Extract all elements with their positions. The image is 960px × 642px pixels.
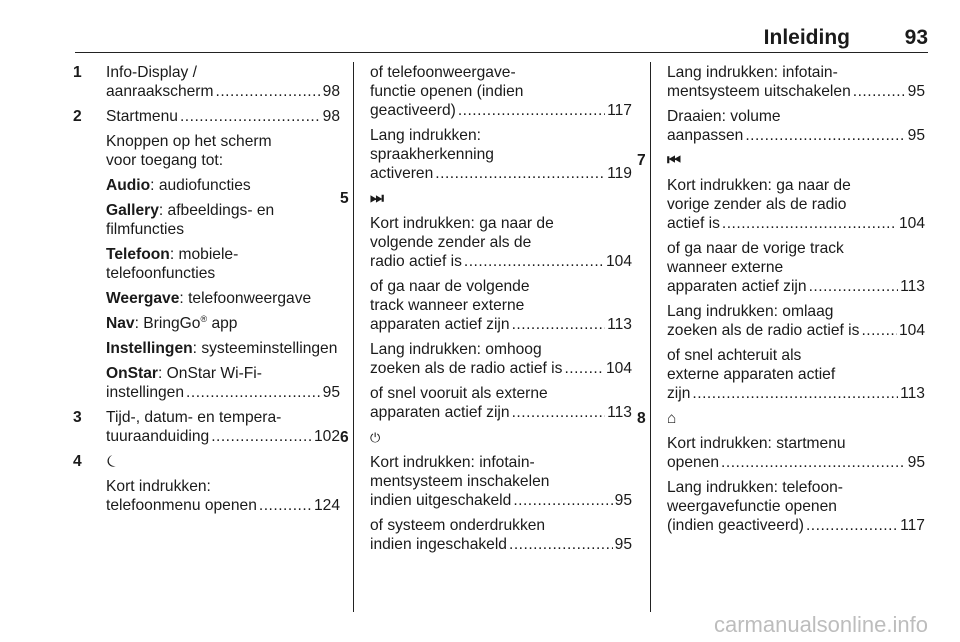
item-number: 3 bbox=[73, 409, 82, 426]
page-link[interactable]: 104 bbox=[898, 215, 925, 232]
item-number: 2 bbox=[73, 108, 82, 125]
page-link[interactable]: 124 bbox=[313, 497, 340, 514]
page-link[interactable]: 113 bbox=[607, 316, 632, 333]
item-text: Tijd-, datum- en tempera- bbox=[106, 409, 282, 426]
item-text: Kort indrukken: ga naar de bbox=[667, 177, 851, 194]
item-text: Kort indrukken: startmenu bbox=[667, 435, 846, 452]
toc-line: apparaten actief zijn ..... 113 bbox=[370, 315, 632, 334]
item-text: weergavefunctie openen bbox=[667, 498, 837, 515]
item-number: 1 bbox=[73, 64, 82, 81]
toc-line: actief is ..... 104 bbox=[667, 214, 925, 233]
paragraph: OnStar: OnStar Wi-Fi- bbox=[106, 365, 262, 382]
page-link[interactable]: 95 bbox=[614, 492, 632, 509]
toc-line: telefoonmenu openen ..... 124 bbox=[106, 496, 340, 515]
paragraph: Gallery: afbeeldings- en filmfuncties bbox=[106, 202, 275, 238]
page-link[interactable]: 117 bbox=[607, 102, 632, 119]
previous-track-icon: ⏮ bbox=[667, 152, 682, 169]
item-text: vorige zender als de radio bbox=[667, 196, 847, 213]
item-number: 8 bbox=[637, 410, 646, 427]
page-link[interactable]: 117 bbox=[900, 517, 925, 534]
item-number: 6 bbox=[340, 429, 349, 446]
page-link[interactable]: 95 bbox=[907, 127, 925, 144]
column-3 bbox=[637, 63, 925, 541]
page-link[interactable]: 113 bbox=[900, 278, 925, 295]
page-link[interactable]: 113 bbox=[900, 385, 925, 402]
item-text: Lang indrukken: omhoog bbox=[370, 341, 542, 358]
phone-icon: ⏾ bbox=[103, 451, 121, 472]
page-link[interactable]: 98 bbox=[322, 108, 340, 125]
item-text: of systeem onderdrukken bbox=[370, 517, 546, 534]
list-item bbox=[73, 107, 340, 402]
toc-line: apparaten actief zijn ..... 113 bbox=[370, 403, 632, 422]
list-item bbox=[637, 409, 925, 535]
item-text: Kort indrukken: infotain- bbox=[370, 454, 535, 471]
toc-line: (indien geactiveerd) ..... 117 bbox=[667, 516, 925, 535]
item-text: functie openen (indien bbox=[370, 83, 524, 100]
toc-line: zoeken als de radio actief is ..... 104 bbox=[667, 321, 925, 340]
item-text: track wanneer externe bbox=[370, 297, 525, 314]
item-number: 5 bbox=[340, 190, 349, 207]
list-item bbox=[340, 428, 632, 554]
item-text: Info-Display / bbox=[106, 64, 197, 81]
item-number: 4 bbox=[73, 453, 82, 470]
toc-line: activeren ..... 119 bbox=[370, 164, 632, 183]
item-text: Lang indrukken: infotain- bbox=[667, 64, 838, 81]
page-number: 93 bbox=[904, 26, 928, 49]
item-text: of snel vooruit als externe bbox=[370, 385, 548, 402]
toc-line: aanpassen ..... 95 bbox=[667, 126, 925, 145]
page-link[interactable]: 104 bbox=[605, 360, 632, 377]
item-text: Draaien: volume bbox=[667, 108, 781, 125]
page-link[interactable]: 102 bbox=[313, 428, 340, 445]
toc-line: aanraakscherm ..... 98 bbox=[106, 82, 340, 101]
paragraph: Audio: audiofuncties bbox=[106, 177, 251, 194]
paragraph: Instellingen: systeeminstellingen bbox=[106, 340, 338, 357]
toc-line: openen ..... 95 bbox=[667, 453, 925, 472]
item-text: of ga naar de volgende bbox=[370, 278, 530, 295]
paragraph: Nav: BringGo® app bbox=[106, 313, 238, 332]
item-text: wanneer externe bbox=[667, 259, 784, 276]
list-item bbox=[73, 63, 340, 101]
item-text: Kort indrukken: bbox=[106, 478, 211, 495]
page-link[interactable]: 95 bbox=[614, 536, 632, 553]
item-number: 7 bbox=[637, 152, 646, 169]
toc-line: geactiveerd) ..... 117 bbox=[370, 101, 632, 120]
list-item bbox=[340, 189, 632, 422]
toc-line: zijn ..... 113 bbox=[667, 384, 925, 403]
column-2 bbox=[340, 63, 632, 560]
power-icon: ⏻ bbox=[370, 430, 381, 445]
toc-line: Startmenu ..... 98 bbox=[106, 107, 340, 126]
item-text: Lang indrukken: omlaag bbox=[667, 303, 834, 320]
item-text: volgende zender als de bbox=[370, 234, 532, 251]
page-link[interactable]: 104 bbox=[605, 253, 632, 270]
item-text: of telefoonweergave- bbox=[370, 64, 516, 81]
item-text: Lang indrukken: telefoon- bbox=[667, 479, 843, 496]
page-title: Inleiding bbox=[763, 26, 850, 49]
home-icon: ⌂ bbox=[667, 410, 677, 427]
toc-line: indien uitgeschakeld ..... 95 bbox=[370, 491, 632, 510]
page-link[interactable]: 104 bbox=[898, 322, 925, 339]
page-header bbox=[0, 0, 960, 60]
header-rule bbox=[75, 52, 928, 53]
toc-line: apparaten actief zijn ..... 113 bbox=[667, 277, 925, 296]
toc-line: instellingen ..... 95 bbox=[106, 383, 340, 402]
column-1 bbox=[73, 63, 340, 521]
list-item bbox=[73, 452, 340, 515]
page-link[interactable]: 113 bbox=[607, 404, 632, 421]
item-text: mentsysteem inschakelen bbox=[370, 473, 550, 490]
list-item bbox=[73, 408, 340, 446]
item-text: spraakherkenning bbox=[370, 146, 494, 163]
item-text: Kort indrukken: ga naar de bbox=[370, 215, 554, 232]
watermark: carmanualsonline.info bbox=[713, 612, 928, 637]
item-text: of snel achteruit als bbox=[667, 347, 802, 364]
page-link[interactable]: 95 bbox=[907, 83, 925, 100]
item-text: Lang indrukken: bbox=[370, 127, 481, 144]
paragraph: Weergave: telefoonweergave bbox=[106, 290, 312, 307]
toc-line: radio actief is ..... 104 bbox=[370, 252, 632, 271]
paragraph: Telefoon: mobiele- telefoonfuncties bbox=[106, 246, 239, 282]
page-link[interactable]: 95 bbox=[907, 454, 925, 471]
list-item bbox=[637, 151, 925, 403]
page-link[interactable]: 98 bbox=[322, 83, 340, 100]
paragraph: Knoppen op het scherm voor toegang tot: bbox=[106, 133, 272, 169]
toc-line: zoeken als de radio actief is ..... 104 bbox=[370, 359, 632, 378]
item-text: of ga naar de vorige track bbox=[667, 240, 844, 257]
page-link[interactable]: 119 bbox=[607, 165, 632, 182]
toc-line: indien ingeschakeld ..... 95 bbox=[370, 535, 632, 554]
page-link[interactable]: 95 bbox=[322, 384, 340, 401]
next-track-icon: ⏭ bbox=[370, 190, 385, 207]
toc-line: tuuraanduiding ..... 102 bbox=[106, 427, 340, 446]
item-text: externe apparaten actief bbox=[667, 366, 836, 383]
toc-line: mentsysteem uitschakelen ..... 95 bbox=[667, 82, 925, 101]
